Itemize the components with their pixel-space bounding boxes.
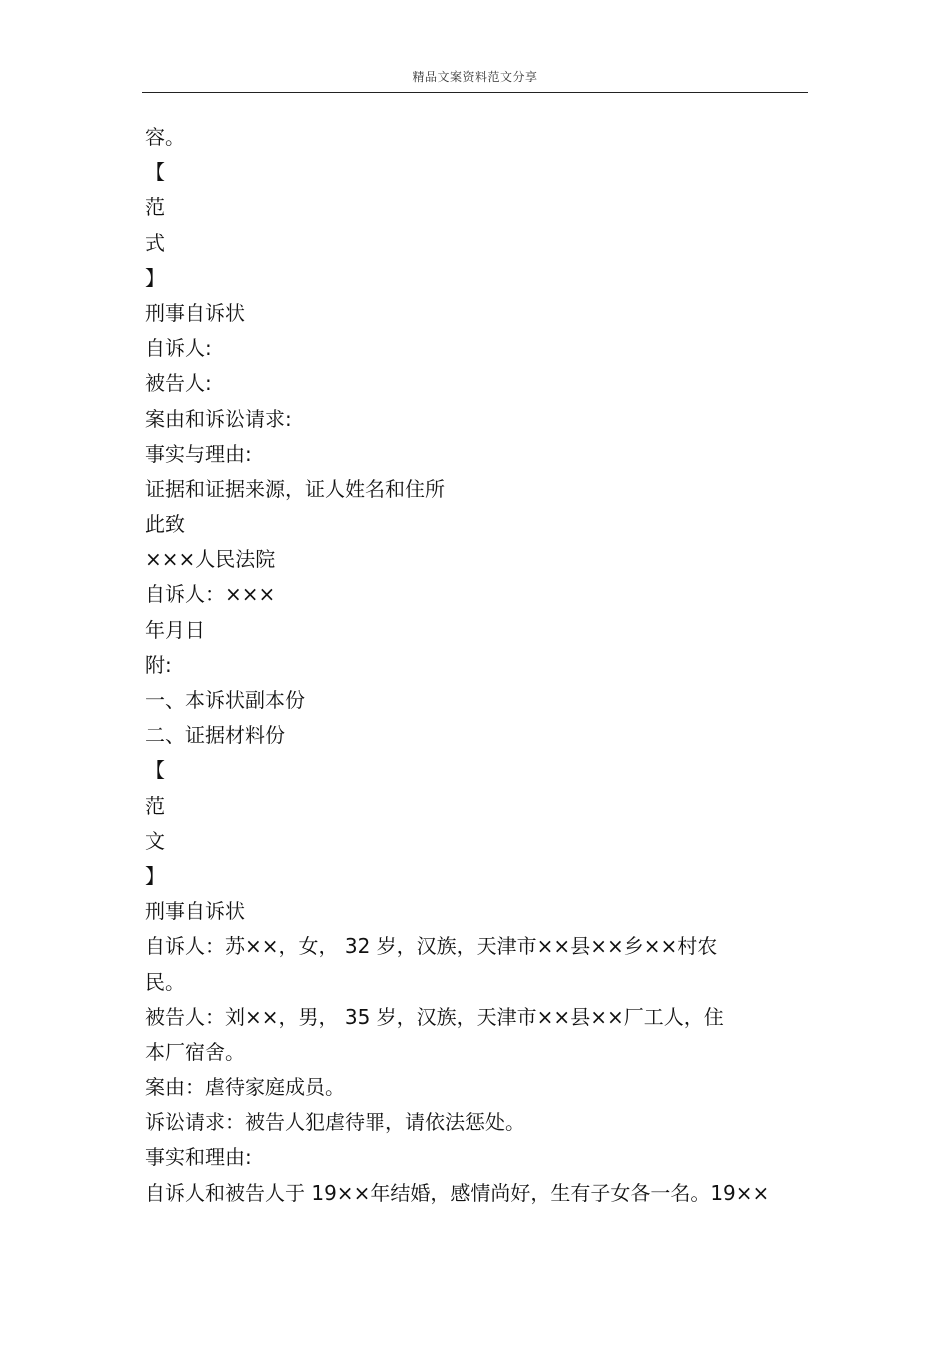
document-body — [145, 120, 810, 1211]
text-line: 事实和理由: — [145, 1145, 252, 1170]
text-line: 案由和诉讼请求: — [145, 406, 292, 431]
text-line: 民。 — [145, 969, 185, 994]
header-title: 精品文案资料范文分享 — [412, 70, 538, 84]
text-line: 式 — [145, 230, 165, 255]
document-title: 刑事自诉状 — [145, 899, 245, 924]
text-line: ×××人民法院 — [145, 547, 276, 572]
text-line: 】 — [145, 863, 165, 888]
document-title: 刑事自诉状 — [145, 300, 245, 325]
text-line: 容。 — [145, 125, 185, 149]
text-line: 自诉人：苏××，女， 32 岁，汉族，天津市××县××乡××村农 — [145, 934, 718, 959]
text-line: 范 — [145, 195, 165, 220]
text-line: 【 — [145, 160, 165, 185]
text-line: 本厂宿舍。 — [145, 1039, 245, 1064]
page-header — [142, 66, 808, 93]
text-line: 案由：虐待家庭成员。 — [145, 1075, 345, 1100]
text-line: 【 — [145, 758, 165, 783]
text-line: 年月日 — [145, 617, 205, 642]
text-line: 一、本诉状副本份 — [145, 688, 305, 712]
text-line: 文 — [145, 828, 165, 853]
text-line: 自诉人: — [145, 336, 212, 361]
text-line: 自诉人和被告人于 19××年结婚，感情尚好，生有子女各一名。19×× — [145, 1180, 770, 1205]
text-line: 此致 — [145, 512, 185, 537]
text-line: 证据和证据来源，证人姓名和住所 — [145, 476, 445, 501]
text-line: 二、证据材料份 — [145, 723, 285, 748]
text-line: 被告人：刘××，男， 35 岁，汉族，天津市××县××厂工人，住 — [145, 1004, 724, 1029]
text-line: 诉讼请求：被告人犯虐待罪，请依法惩处。 — [145, 1110, 525, 1135]
text-line: 被告人: — [145, 371, 212, 396]
text-line: 】 — [145, 265, 165, 290]
text-line: 范 — [145, 793, 165, 818]
text-line: 自诉人：××× — [145, 582, 276, 607]
text-line: 事实与理由: — [145, 441, 252, 466]
text-line: 附: — [145, 652, 172, 677]
